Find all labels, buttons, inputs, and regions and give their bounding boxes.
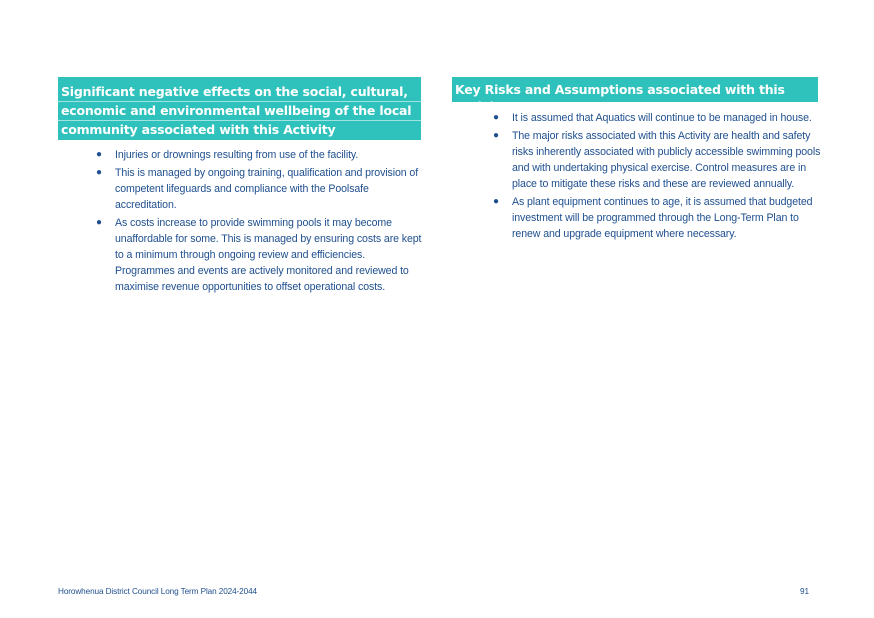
bullet-line: As plant equipment continues to age, it is assumed that budgeted [512, 196, 813, 208]
bullet-icon: ● [96, 217, 102, 228]
bullet-icon: ● [96, 167, 102, 178]
bullet-icon: ● [493, 130, 499, 141]
list-item [96, 147, 426, 163]
bullet-line: competent lifeguards and compliance with the Poolsafe [115, 183, 369, 195]
heading-line: community associated with this Activity [61, 122, 336, 137]
bullet-line: to a minimum through ongoing review and efficiencies. [115, 249, 366, 261]
bullet-line: accreditation. [115, 199, 177, 211]
bullet-line: maximise revenue opportunities to offset operational costs. [115, 281, 386, 293]
bullet-icon: ● [96, 149, 102, 160]
left-bullet-list [96, 147, 426, 297]
bullet-line: As costs increase to provide swimming pools it may become [115, 217, 392, 229]
bullet-line: The major risks associated with this Activity are health and safety [512, 130, 811, 142]
heading-divider [58, 120, 421, 121]
bullet-line: place to mitigate these risks and these are reviewed annually. [512, 178, 795, 190]
list-item [493, 110, 823, 126]
bullet-line: It is assumed that Aquatics will continue to be managed in house. [512, 112, 812, 124]
heading-line: Key Risks and Assumptions associated with this Activity [455, 82, 785, 114]
bullet-line: renew and upgrade equipment where necessary. [512, 228, 737, 240]
heading-divider [58, 101, 421, 102]
bullet-line: Injuries or drownings resulting from use of the facility. [115, 149, 359, 161]
bullet-line: risks inherently associated with publicly accessible swimming pools [512, 146, 821, 158]
list-item [493, 194, 823, 242]
list-item [96, 165, 426, 213]
bullet-icon: ● [493, 196, 499, 207]
page-number: 91 [800, 587, 809, 596]
bullet-line: Programmes and events are actively monitored and reviewed to [115, 265, 409, 277]
bullet-line: investment will be programmed through the Long-Term Plan to [512, 212, 799, 224]
right-section-heading [452, 77, 818, 114]
footer-title: Horowhenua District Council Long Term Plan 2024-2044 [58, 587, 257, 596]
heading-line: Significant negative effects on the social, cultural, [61, 84, 408, 99]
right-bullet-list [493, 110, 823, 244]
bullet-line: and with undertaking physical exercise. Control measures are in [512, 162, 807, 174]
bullet-line: unaffordable for some. This is managed by ensuring costs are kept [115, 233, 422, 245]
list-item [493, 128, 823, 192]
heading-line: economic and environmental wellbeing of the local [61, 103, 412, 118]
left-section-heading [58, 77, 421, 140]
list-item [96, 215, 426, 295]
bullet-icon: ● [493, 112, 499, 123]
bullet-line: This is managed by ongoing training, qualification and provision of [115, 167, 419, 179]
